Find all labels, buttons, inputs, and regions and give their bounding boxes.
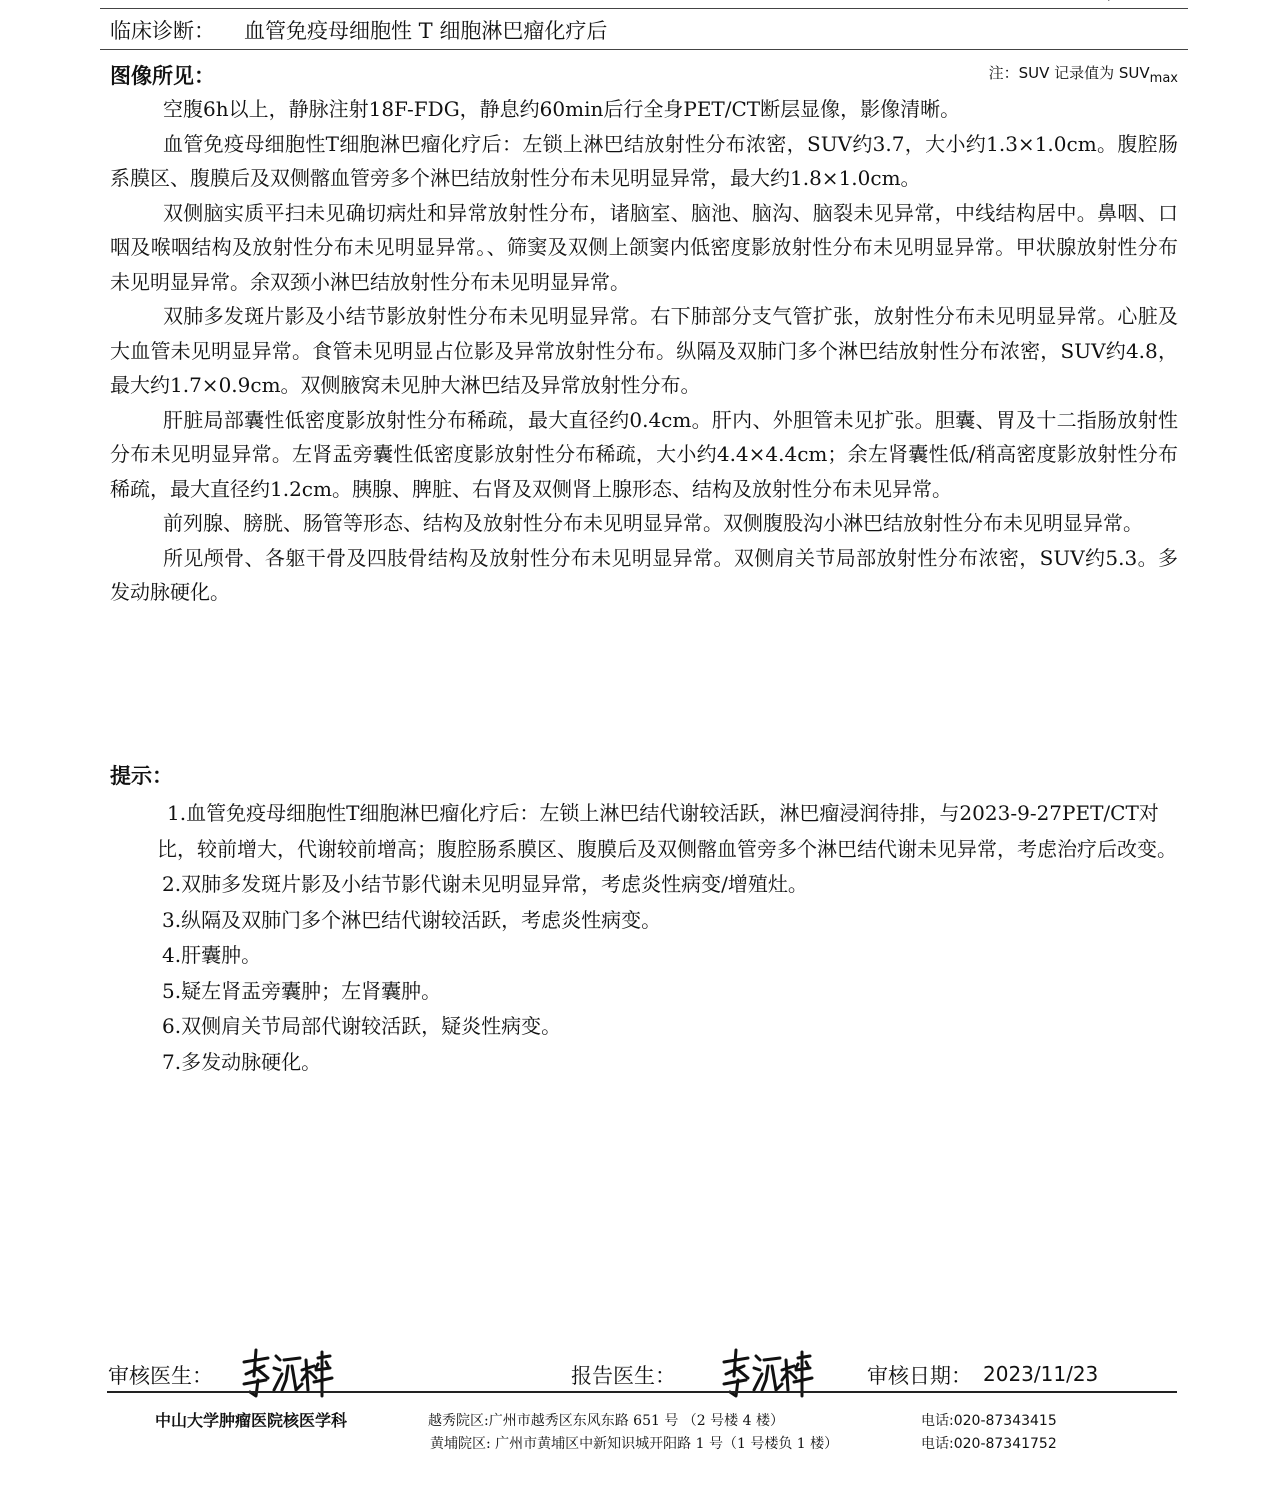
suv-note	[989, 62, 1178, 86]
findings-paragraph: 前列腺、膀胱、肠管等形态、结构及放射性分布未见明显异常。双侧腹股沟小淋巴结放射性分布未见明显异常。	[163, 511, 1143, 535]
hint-text: 疑左肾盂旁囊肿；左肾囊肿。	[181, 978, 442, 1003]
department-name: 中山大学肿瘤医院核医学科	[155, 1411, 348, 1430]
campus2-phone: 电话:020-87341752	[921, 1436, 1057, 1452]
hint-item	[157, 974, 1179, 1010]
diagnosis-divider	[100, 49, 1188, 50]
suv-note-subscript: max	[1149, 71, 1178, 86]
findings-body	[110, 92, 1178, 610]
campus1-phone: 电话:020-87343415	[921, 1413, 1057, 1429]
top-corner-mark	[1108, 0, 1117, 1]
hint-item	[157, 867, 1179, 903]
clinical-diagnosis-label: 临床诊断：	[110, 19, 215, 43]
suv-note-text: 注：SUV 记录值为 SUV	[988, 64, 1150, 82]
hint-text: 双肺多发斑片影及小结节影代谢未见明显异常，考虑炎性病变/增殖灶。	[181, 872, 808, 896]
hint-item	[157, 796, 1179, 867]
hint-text: 双侧肩关节局部代谢较活跃，疑炎性病变。	[181, 1014, 562, 1038]
hint-number: 7.	[162, 1049, 182, 1074]
hint-number: 4.	[162, 943, 182, 967]
hint-number: 5.	[162, 978, 182, 1003]
findings-paragraph: 血管免疫母细胞性T细胞淋巴瘤化疗后：左锁上淋巴结放射性分布浓密，SUV约3.7，大小约1.3×1.0cm。腹腔肠系膜区、腹膜后及双侧髂血管旁多个淋巴结放射性分布未见明显异常，最大约1.8×1.0cm。	[110, 131, 1178, 190]
findings-paragraph: 双肺多发斑片影及小结节影放射性分布未见明显异常。右下肺部分支气管扩张，放射性分布未见明显异常。心脏及大血管未见明显异常。食管未见明显占位影及异常放射性分布。纵隔及双肺门多个淋巴结放射性分布浓密，SUV约4.8，最大约1.7×0.9cm。双侧腋窝未见肿大淋巴结及异常放射性分布。	[110, 304, 1178, 397]
hint-number: 3.	[162, 907, 182, 932]
reviewer-label: 审核医生：	[108, 1364, 213, 1388]
hint-text: 纵隔及双肺门多个淋巴结代谢较活跃，考虑炎性病变。	[181, 907, 662, 932]
clinical-diagnosis-value: 血管免疫母细胞性 T 细胞淋巴瘤化疗后	[244, 19, 608, 43]
findings-paragraph: 空腹6h以上，静脉注射18F-FDG，静息约60min后行全身PET/CT断层显像，影像清晰。	[163, 97, 961, 121]
hint-number: 6.	[162, 1014, 182, 1038]
top-rule	[100, 8, 1188, 9]
findings-heading: 图像所见：	[110, 64, 215, 88]
reporter-label: 报告医生：	[571, 1364, 676, 1388]
hint-number: 2.	[162, 872, 182, 896]
hint-item	[157, 938, 1179, 974]
hint-item	[157, 1009, 1179, 1045]
review-date-value: 2023/11/23	[983, 1362, 1099, 1386]
findings-paragraph: 肝脏局部囊性低密度影放射性分布稀疏，最大直径约0.4cm。肝内、外胆管未见扩张。胆囊、胃及十二指肠放射性分布未见明显异常。左肾盂旁囊性低密度影放射性分布稀疏，大小约4.4×4.4cm；余左肾囊性低/稍高密度影放射性分布稀疏，最大直径约1.2cm。胰腺、脾脏、右肾及双侧肾上腺形态、结构及放射性分布未见异常。	[110, 407, 1178, 501]
findings-paragraph: 双侧脑实质平扫未见确切病灶和异常放射性分布，诸脑室、脑池、脑沟、脑裂未见异常，中线结构居中。鼻咽、口咽及喉咽结构及放射性分布未见明显异常。、筛窦及双侧上颌窦内低密度影放射性分布未见明显异常。甲状腺放射性分布未见明显异常。余双颈小淋巴结放射性分布未见明显异常。	[110, 200, 1178, 294]
hints-list	[157, 796, 1179, 1080]
hint-item	[157, 1045, 1179, 1081]
hint-text: 血管免疫母细胞性T细胞淋巴瘤化疗后：左锁上淋巴结代谢较活跃，淋巴瘤浸润待排，与2023-9-27PET/CT对比，较前增大，代谢较前增高；腹腔肠系膜区、腹膜后及双侧髂血管旁多个淋巴结代谢未见异常，考虑治疗后改变。	[157, 801, 1177, 861]
hint-text: 肝囊肿。	[181, 943, 262, 967]
hint-item	[157, 903, 1179, 939]
campus2-address: 黄埔院区: 广州市黄埔区中新知识城开阳路 1 号（1 号楼负 1 楼）	[430, 1436, 839, 1452]
hint-text: 多发动脉硬化。	[181, 1049, 322, 1074]
clinical-diagnosis-row	[110, 15, 607, 45]
footer-divider	[107, 1391, 1177, 1393]
review-date-label: 审核日期：	[867, 1364, 972, 1388]
hint-number: 1.	[167, 801, 187, 825]
campus1-address: 越秀院区:广州市越秀区东风东路 651 号 （2 号楼 4 楼）	[428, 1413, 784, 1429]
hints-heading: 提示：	[110, 764, 173, 788]
findings-paragraph: 所见颅骨、各躯干骨及四肢骨结构及放射性分布未见明显异常。双侧肩关节局部放射性分布浓密，SUV约5.3。多发动脉硬化。	[110, 545, 1178, 604]
